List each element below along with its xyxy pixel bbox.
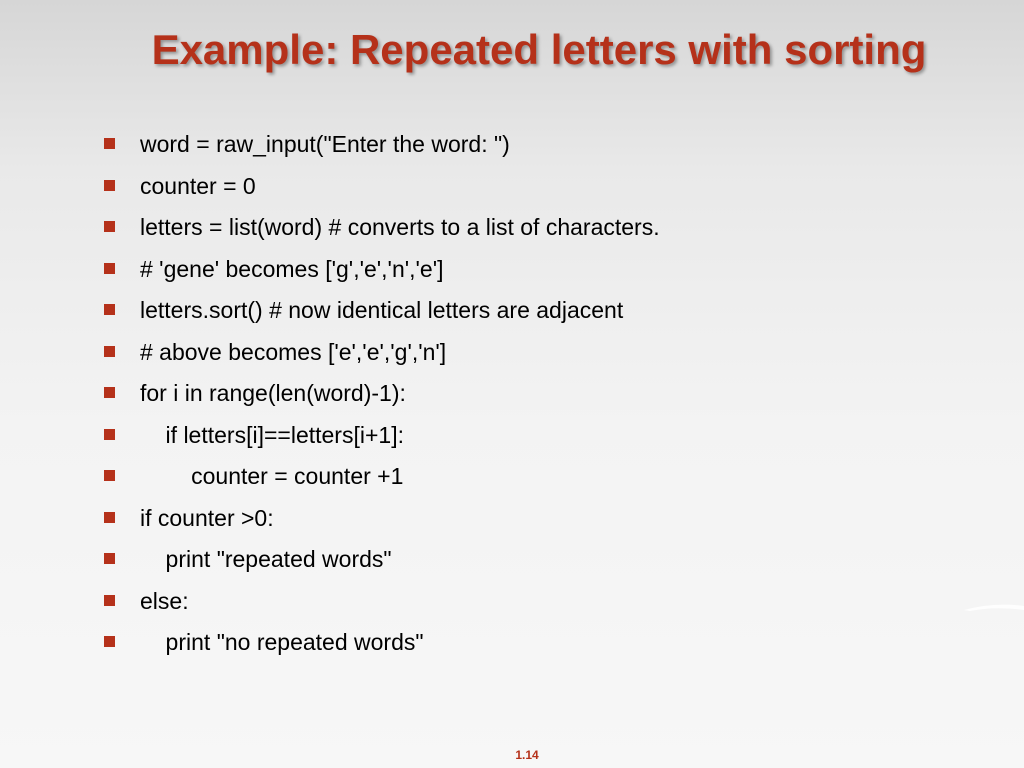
square-bullet-icon [104, 470, 115, 481]
code-line: else: [140, 587, 189, 614]
code-line: print "repeated words" [140, 546, 392, 572]
square-bullet-icon [104, 304, 115, 315]
square-bullet-icon [104, 636, 115, 647]
code-line: word = raw_input("Enter the word: ") [140, 131, 510, 157]
square-bullet-icon [104, 387, 115, 398]
code-line: letters = list(word) # converts to a list of characters. [140, 214, 660, 240]
square-bullet-icon [104, 221, 115, 232]
page-number: 1.14 [515, 748, 539, 762]
square-bullet-icon [104, 346, 115, 357]
square-bullet-icon [104, 512, 115, 523]
code-line: # 'gene' becomes ['g','e','n','e'] [140, 255, 444, 282]
slide-title: Example: Repeated letters with sorting [151, 26, 927, 73]
code-line: # above becomes ['e','e','g','n'] [140, 338, 447, 365]
code-line: letters.sort() # now identical letters are adjacent [140, 297, 624, 323]
square-bullet-icon [104, 595, 115, 606]
code-line: counter = counter +1 [140, 463, 404, 489]
code-line: for i in range(len(word)-1): [140, 380, 406, 406]
decorative-swoosh-icon [964, 598, 1024, 618]
square-bullet-icon [104, 263, 115, 274]
code-line: counter = 0 [140, 172, 256, 199]
square-bullet-icon [104, 429, 115, 440]
code-line: if counter >0: [140, 504, 274, 531]
square-bullet-icon [104, 180, 115, 191]
square-bullet-icon [104, 553, 115, 564]
square-bullet-icon [104, 138, 115, 149]
code-line: if letters[i]==letters[i+1]: [140, 421, 404, 448]
code-line: print "no repeated words" [140, 629, 424, 655]
